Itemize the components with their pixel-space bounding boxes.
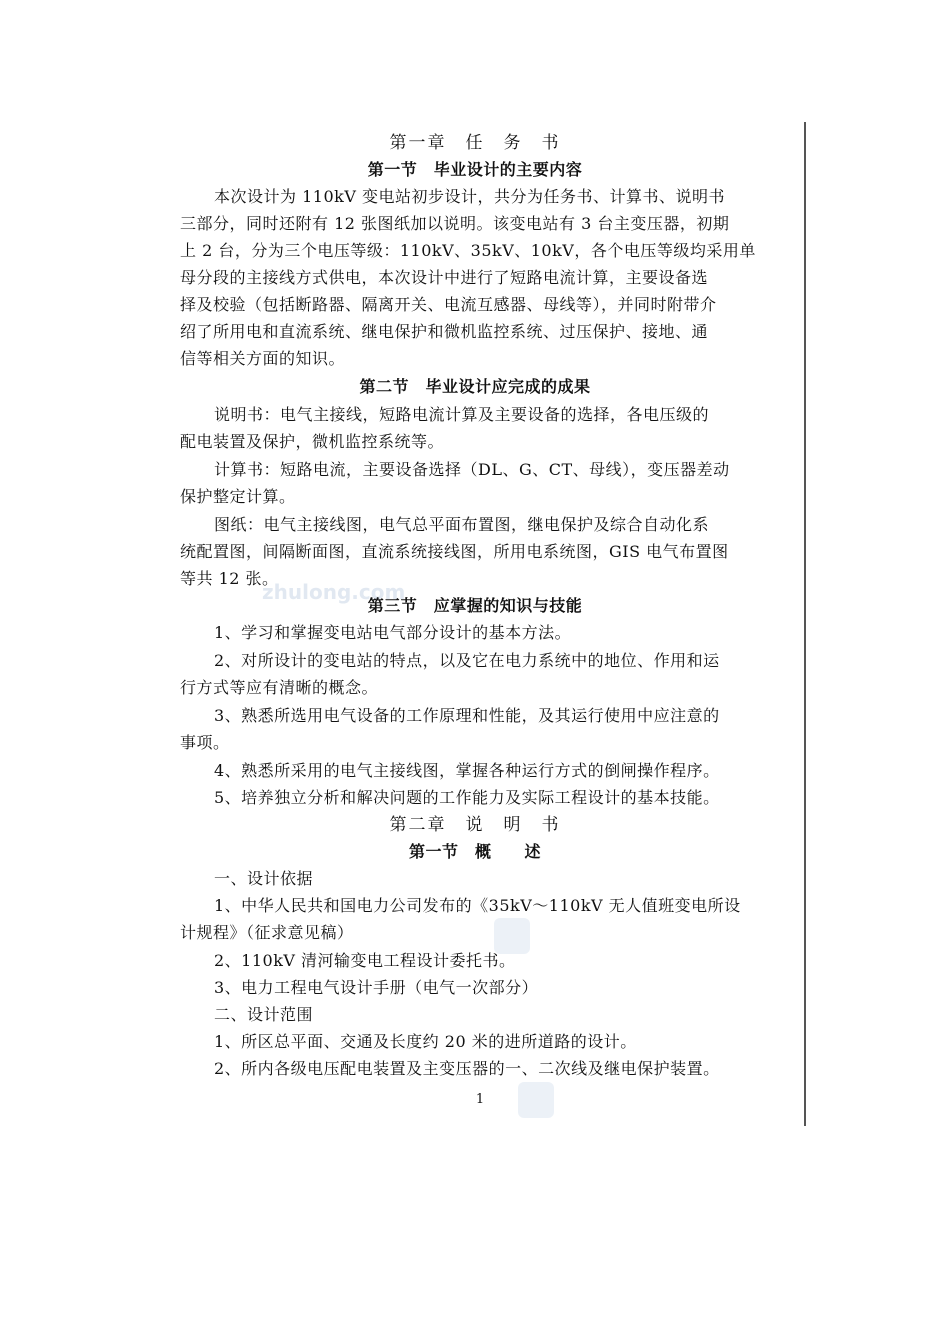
ch2-line: 计规程》（征求意见稿） <box>180 923 354 942</box>
sec1-line: 母分段的主接线方式供电，本次设计中进行了短路电流计算，主要设备选 <box>180 268 709 287</box>
margin-rule <box>804 122 806 1126</box>
watermark-text: zhulong.com <box>262 580 406 604</box>
chapter2-title: 第二章 说 明 书 <box>389 815 561 835</box>
sec2-line: 保护整定计算。 <box>180 487 296 506</box>
sec3-line: 4、熟悉所采用的电气主接线图，掌握各种运行方式的倒闸操作程序。 <box>214 761 720 780</box>
sec1-line: 三部分，同时还附有 12 张图纸加以说明。该变电站有 3 台主变压器，初期 <box>180 214 730 233</box>
sec3-line: 5、培养独立分析和解决问题的工作能力及实际工程设计的基本技能。 <box>214 788 720 807</box>
sec2-line: 配电装置及保护，微机监控系统等。 <box>180 432 445 451</box>
sec3-line: 3、熟悉所选用电气设备的工作原理和性能，及其运行使用中应注意的 <box>214 706 720 725</box>
ch2-line: 2、110kV 清河输变电工程设计委托书。 <box>214 951 516 970</box>
sec2-line: 等共 12 张。 <box>180 569 279 588</box>
sec1-line: 信等相关方面的知识。 <box>180 349 346 368</box>
section1-title: 第一节 毕业设计的主要内容 <box>367 160 583 179</box>
sec3-line: 2、对所设计的变电站的特点，以及它在电力系统中的地位、作用和运 <box>214 651 720 670</box>
ch2-section1-title: 第一节 概 述 <box>408 842 541 861</box>
sec1-line: 择及校验（包括断路器、隔离开关、电流互感器、母线等），并同时附带介 <box>180 295 717 314</box>
sec1-line: 本次设计为 110kV 变电站初步设计，共分为任务书、计算书、说明书 <box>214 187 725 206</box>
sec2-line: 计算书：短路电流，主要设备选择（DL、G、CT、母线），变压器差动 <box>214 460 730 479</box>
chapter1-title: 第一章 任 务 书 <box>389 133 561 153</box>
page-number: 1 <box>475 1092 485 1107</box>
watermark-logo-icon <box>518 1082 554 1118</box>
sec1-line: 绍了所用电和直流系统、继电保护和微机监控系统、过压保护、接地、通 <box>180 322 709 341</box>
sec2-line: 统配置图，间隔断面图，直流系统接线图，所用电系统图，GIS 电气布置图 <box>180 542 729 561</box>
ch2-line: 二、设计范围 <box>214 1005 314 1024</box>
sec3-line: 行方式等应有清晰的概念。 <box>180 678 379 697</box>
ch2-line: 2、所内各级电压配电装置及主变压器的一、二次线及继电保护装置。 <box>214 1059 720 1078</box>
sec1-line: 上 2 台，分为三个电压等级：110kV、35kV、10kV，各个电压等级均采用单 <box>180 241 756 260</box>
sec3-line: 事项。 <box>180 733 230 752</box>
section2-title: 第二节 毕业设计应完成的成果 <box>359 377 591 396</box>
section3-title: 第三节 应掌握的知识与技能 <box>367 596 583 615</box>
sec2-line: 说明书：电气主接线，短路电流计算及主要设备的选择，各电压级的 <box>214 405 710 424</box>
ch2-line: 1、所区总平面、交通及长度约 20 米的进所道路的设计。 <box>214 1032 637 1051</box>
ch2-line: 1、中华人民共和国电力公司发布的《35kV～110kV 无人值班变电所设 <box>214 896 741 915</box>
ch2-line: 一、设计依据 <box>214 869 314 888</box>
ch2-line: 3、电力工程电气设计手册（电气一次部分） <box>214 978 539 997</box>
sec3-line: 1、学习和掌握变电站电气部分设计的基本方法。 <box>214 623 572 642</box>
sec2-line: 图纸：电气主接线图，电气总平面布置图，继电保护及综合自动化系 <box>214 515 710 534</box>
